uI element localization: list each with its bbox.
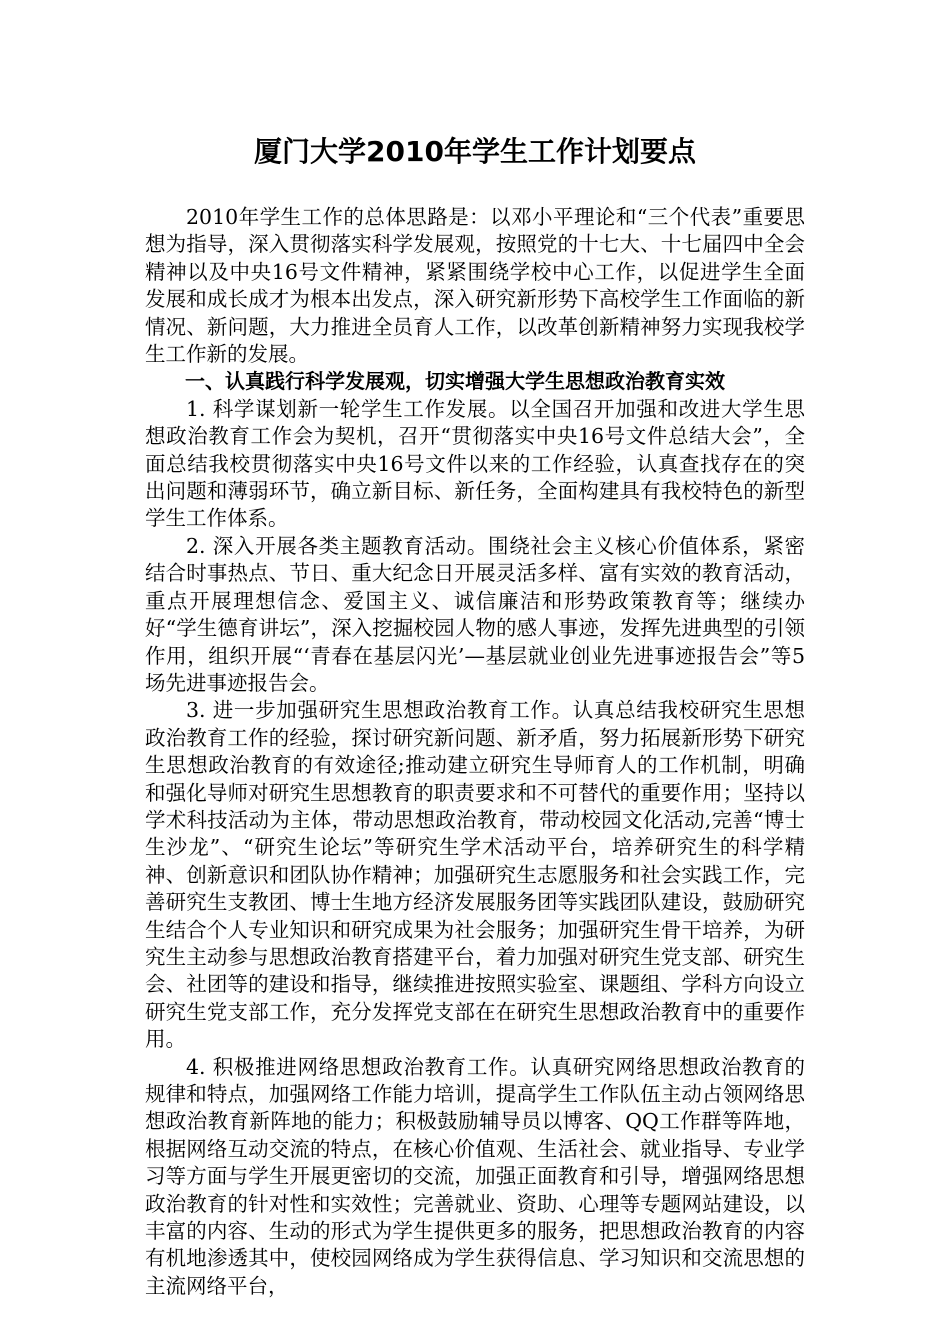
section-heading-1: 一、认真践行科学发展观，切实增强大学生思想政治教育实效 (185, 369, 725, 394)
item-paragraph-2: 2. 深入开展各类主题教育活动。围绕社会主义核心价值体系，紧密结合时事热点、节日、重大纪念日开展灵活多样、富有实效的教育活动，重点开展理想信念、爱国主义、诚信廉洁和形势政策教育等；继续办好“学生德育讲坛”，深入挖掘校园人物的感人事迹，发挥先进典型的引领作用，组织开展“‘青春在基层闪光’—基层就业创业先进事迹报告会”等5场先进事迹报告会。 (145, 533, 805, 695)
item-paragraph-1: 1. 科学谋划新一轮学生工作发展。以全国召开加强和改进大学生思想政治教育工作会为契机，召开“贯彻落实中央16号文件总结大会”，全面总结我校贯彻落实中央16号文件以来的工作经验，认真查找存在的突出问题和薄弱环节，确立新目标、新任务，全面构建具有我校特色的新型学生工作体系。 (145, 396, 805, 531)
intro-paragraph: 2010年学生工作的总体思路是：以邓小平理论和“三个代表”重要思想为指导，深入贯彻落实科学发展观，按照党的十七大、十七届四中全会精神以及中央16号文件精神，紧紧围绕学校中心工作，以促进学生全面发展和成长成才为根本出发点，深入研究新形势下高校学生工作面临的新情况、新问题，大力推进全员育人工作，以改革创新精神努力实现我校学生工作新的发展。 (145, 205, 805, 367)
document-title: 厦门大学2010年学生工作计划要点 (254, 135, 696, 168)
item-paragraph-4: 4. 积极推进网络思想政治教育工作。认真研究网络思想政治教育的规律和特点，加强网络工作能力培训，提高学生工作队伍主动占领网络思想政治教育新阵地的能力；积极鼓励辅导员以博客、QQ工作群等阵地，根据网络互动交流的特点，在核心价值观、生活社会、就业指导、专业学习等方面与学生开展更密切的交流，加强正面教育和引导，增强网络思想政治教育的针对性和实效性；完善就业、资助、心理等专题网站建设，以丰富的内容、生动的形式为学生提供更多的服务，把思想政治教育的内容有机地渗透其中，使校园网络成为学生获得信息、学习知识和交流思想的主流网络平台， (145, 1054, 805, 1298)
document-page (145, 130, 805, 1300)
item-paragraph-3: 3. 进一步加强研究生思想政治教育工作。认真总结我校研究生思想政治教育工作的经验，探讨研究新问题、新矛盾，努力拓展新形势下研究生思想政治教育的有效途径;推动建立研究生导师育人的工作机制，明确和强化导师对研究生思想教育的职责要求和不可替代的重要作用；坚持以学术科技活动为主体，带动思想政治教育，带动校园文化活动,完善“博士生沙龙”、“研究生论坛”等研究生学术活动平台，培养研究生的科学精神、创新意识和团队协作精神；加强研究生志愿服务和社会实践工作，完善研究生支教团、博士生地方经济发展服务团等实践团队建设，鼓励研究生结合个人专业知识和研究成果为社会服务；加强研究生骨干培养，为研究生主动参与思想政治教育搭建平台，着力加强对研究生党支部、研究生会、社团等的建设和指导，继续推进按照实验室、课题组、学科方向设立研究生党支部工作，充分发挥党支部在在研究生思想政治教育中的重要作用。 (145, 698, 805, 1052)
